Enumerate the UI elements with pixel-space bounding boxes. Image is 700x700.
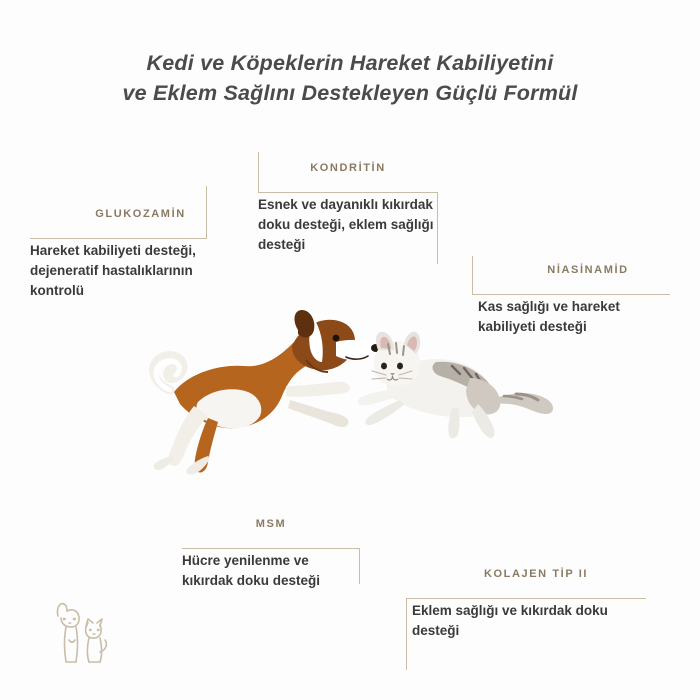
brand-logo: [42, 592, 112, 672]
callout-glukozamin-label: GLUKOZAMİN: [95, 208, 186, 220]
rule-kolajen-horizontal: [406, 598, 646, 599]
callout-kondritin-label: KONDRİTİN: [310, 162, 386, 174]
callout-kolajen-label: KOLAJEN TİP II: [483, 568, 589, 580]
callout-kondritin: [258, 162, 438, 255]
rule-msm-vertical: [359, 548, 360, 584]
callout-kolajen-tip-2: [412, 568, 622, 641]
rule-msm-horizontal: [182, 548, 360, 549]
animals-illustration: [140, 290, 570, 490]
rule-kondritin-vertical-left: [258, 152, 259, 193]
rule-kolajen-vertical: [406, 598, 407, 670]
rule-glukozamin-horizontal: [30, 238, 206, 239]
callout-kondritin-text: Esnek ve dayanıklı kıkırdak doku desteği, eklem sağlığı desteği: [258, 197, 434, 252]
callout-glukozamin: [30, 208, 215, 301]
callout-kolajen-text: Eklem sağlığı ve kıkırdak doku desteği: [412, 603, 608, 638]
rule-kondritin-horizontal: [258, 192, 438, 193]
callout-msm: [182, 518, 360, 591]
page-title: [0, 48, 700, 108]
callout-glukozamin-text: Hareket kabiliyeti desteği, dejeneratif hastalıklarının kontrolü: [30, 243, 196, 298]
rule-glukozamin-vertical: [206, 186, 207, 239]
callout-niasinamid-text: Kas sağlığı ve hareket kabiliyeti desteği: [478, 299, 620, 334]
page-title-line-2: ve Eklem Sağlını Destekleyen Güçlü Formül: [122, 81, 578, 105]
callout-niasinamid-label: NİASİNAMİD: [547, 264, 629, 276]
jumping-cat-graphic: [358, 332, 553, 439]
rule-kondritin-vertical-right: [437, 192, 438, 264]
page-title-line-1: Kedi ve Köpeklerin Hareket Kabiliyetini: [146, 51, 554, 75]
callout-msm-label: MSM: [255, 518, 287, 530]
callout-msm-text: Hücre yenilenme ve kıkırdak doku desteği: [182, 553, 321, 588]
jumping-dog-graphic: [154, 310, 381, 475]
